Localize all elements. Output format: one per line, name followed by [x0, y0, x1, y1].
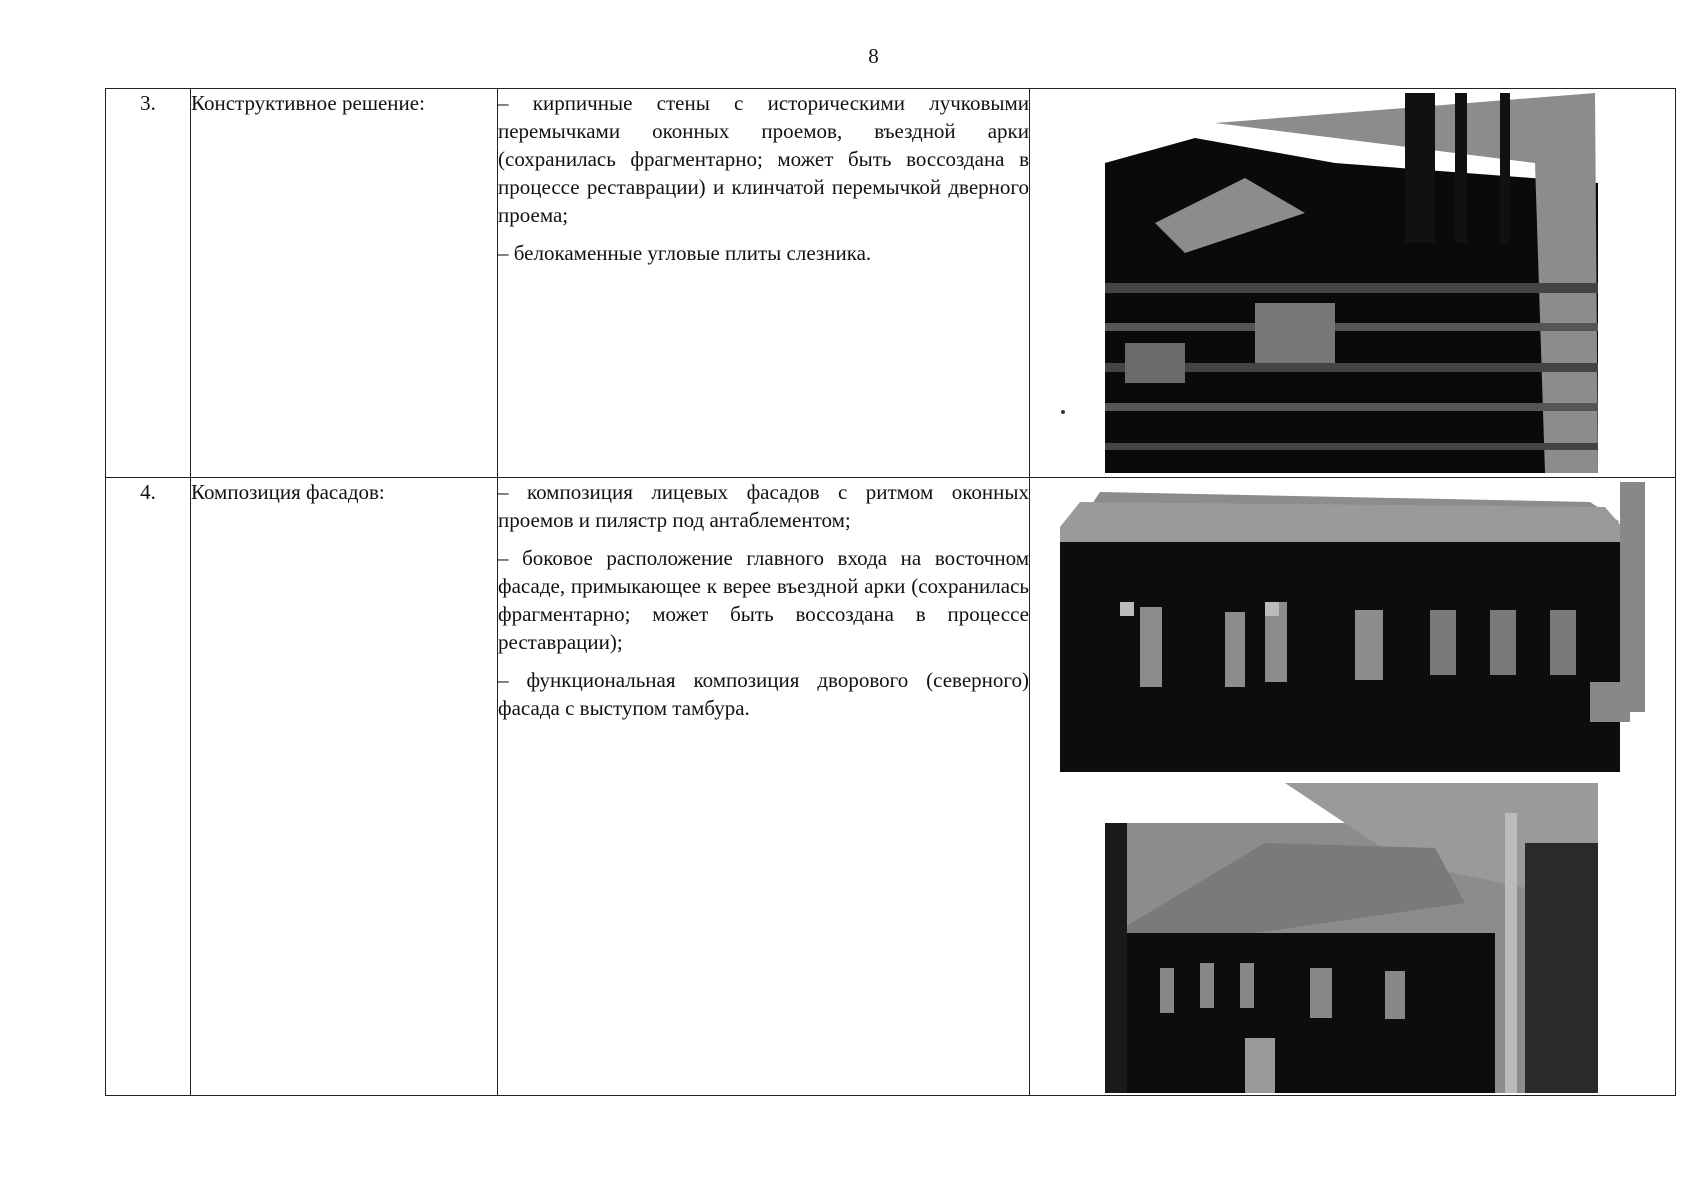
table-row: [106, 478, 1676, 1096]
photo-cell: [1030, 478, 1676, 1096]
heritage-table: [105, 88, 1676, 1096]
row-description: [498, 478, 1030, 1096]
photo-cell: [1030, 89, 1676, 478]
table-row: [106, 89, 1676, 478]
photo-wall-corner: [1105, 93, 1598, 473]
scan-speck: [1060, 409, 1066, 415]
photo-corner-view: [1105, 783, 1598, 1093]
description-item: – боковое расположение главного входа на восточном фасаде, примыкающее к верее въездной арки (сохранилась фрагментарно; может быть воссоздана в процессе реставрации);: [498, 546, 1029, 654]
row-title: Конструктивное решение:: [191, 89, 498, 478]
row-number: 4.: [106, 478, 191, 1096]
row-description: [498, 89, 1030, 478]
description-item: – композиция лицевых фасадов с ритмом оконных проемов и пилястр под антаблементом;: [498, 480, 1029, 532]
description-item: – функциональная композиция дворового (северного) фасада с выступом тамбура.: [498, 668, 1029, 720]
description-item: – кирпичные стены с историческими лучковыми перемычками оконных проемов, въездной арки (сохранилась фрагментарно; может быть воссоздана в процессе реставрации) и клинчатой перемычкой дверного проема;: [498, 91, 1029, 227]
description-item: – белокаменные угловые плиты слезника.: [498, 241, 872, 265]
row-number: 3.: [106, 89, 191, 478]
photo-street-facade: [1060, 482, 1645, 772]
page-number: 8: [868, 44, 879, 68]
row-title: Композиция фасадов:: [191, 478, 498, 1096]
